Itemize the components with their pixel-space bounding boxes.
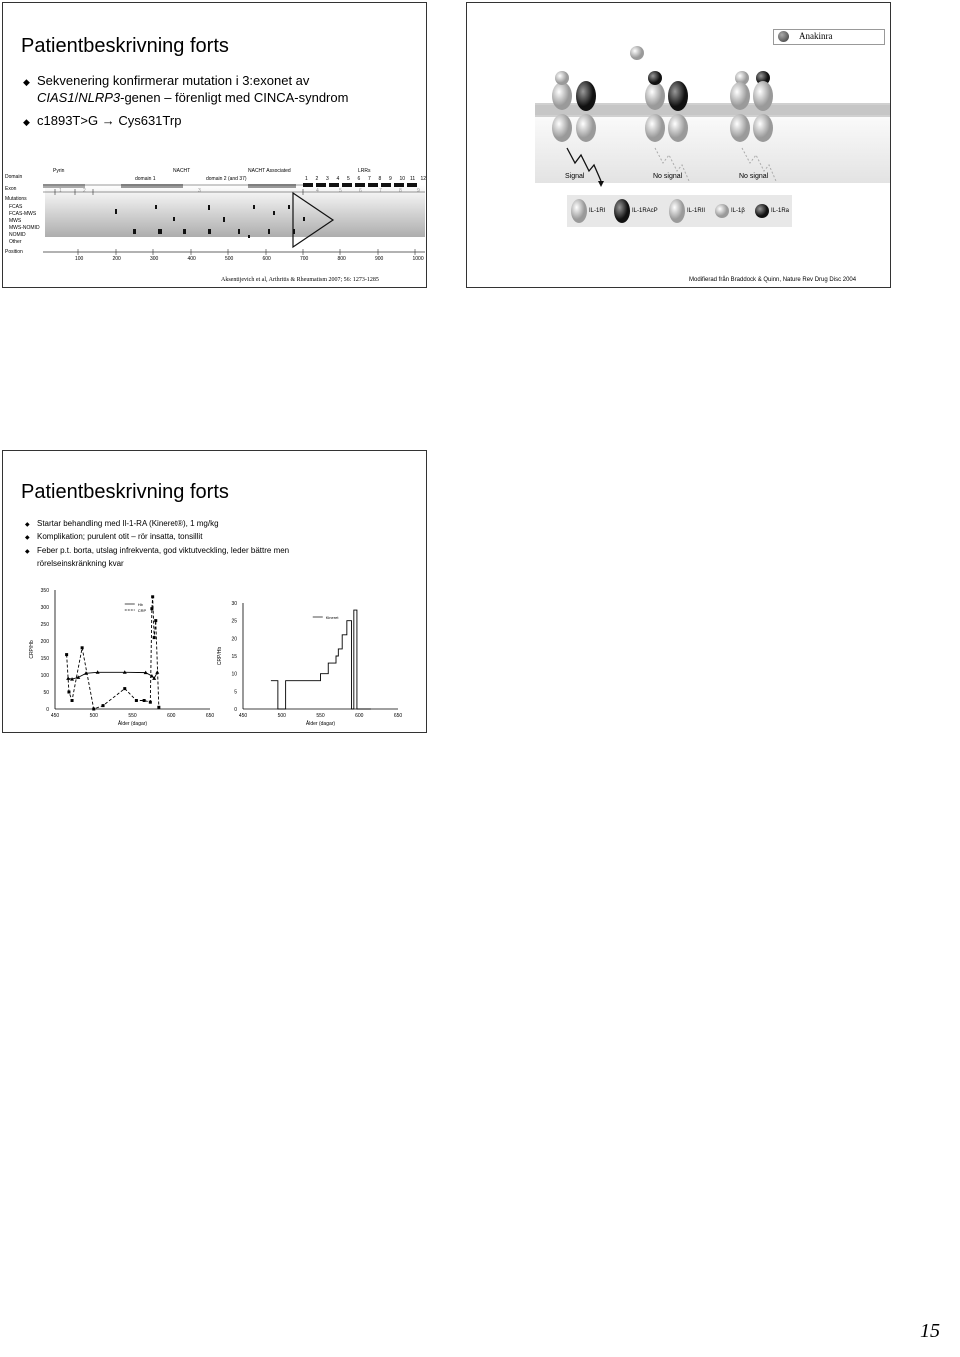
mutation-row-label: MWS xyxy=(9,218,22,224)
x-tick-label: 650 xyxy=(393,713,403,719)
y-tick-label: 5 xyxy=(234,689,237,696)
data-point-crp xyxy=(143,699,146,702)
position-number: 600 xyxy=(262,256,271,262)
data-point-crp xyxy=(102,704,105,707)
y-tick-label: 10 xyxy=(231,671,237,678)
y-tick-label: 15 xyxy=(231,654,237,660)
position-number: 500 xyxy=(225,256,234,262)
mutation-row-label: FCAS-MWS xyxy=(9,211,37,217)
lrr-number: 2 xyxy=(315,176,319,182)
molecule-label: IL-1RAcP xyxy=(632,208,658,214)
mutation-row-label: Other xyxy=(9,239,22,245)
mutation-row-label: NOMID xyxy=(9,232,26,238)
data-point-crp xyxy=(154,619,157,622)
receptor-diagram xyxy=(467,3,890,287)
signal-label: Signal xyxy=(565,173,585,180)
y-tick-label: 100 xyxy=(40,673,49,679)
position-number: 700 xyxy=(300,256,309,262)
position-number: 100 xyxy=(75,256,84,262)
diamond-bullet-icon: ◆ xyxy=(25,535,30,541)
y-tick-label: 25 xyxy=(231,618,237,625)
y-tick-label: 350 xyxy=(40,588,49,594)
molecule-label: IL-1Ra xyxy=(771,208,790,214)
arrow-right-icon: → xyxy=(101,113,115,128)
lrr-number: 11 xyxy=(410,176,416,182)
lrr-number: 5 xyxy=(347,176,350,182)
series-line-hb xyxy=(68,672,157,679)
chart-legend xyxy=(313,615,340,620)
y-tick-label: 20 xyxy=(231,636,237,643)
mutation-row-label: MWS-NOMID xyxy=(9,225,40,231)
position-number: 900 xyxy=(375,256,384,262)
chart-crp-hb xyxy=(18,579,218,729)
slide-1-citation: Aksentijevich et al, Arthritis & Rheumatism 2007; 56: 1273-1285 xyxy=(221,277,379,283)
diamond-bullet-icon: ◆ xyxy=(23,117,30,127)
series-line-kineret xyxy=(271,610,371,709)
slide-2-citation: Modifierad från Braddock & Quinn, Nature Rev Drug Disc 2004 xyxy=(689,277,857,283)
data-point-crp xyxy=(150,607,153,610)
slide-1-title: Patientbeskrivning forts xyxy=(21,35,229,57)
x-tick-label: 550 xyxy=(316,713,325,719)
data-point-crp xyxy=(81,646,84,649)
slide-3-bullet-1: ◆ Startar behandling med Il-1-RA (Kineret®), 1 mg/kg xyxy=(25,518,219,531)
slide-3-title: Patientbeskrivning forts xyxy=(21,481,229,503)
lrr-number: 12 xyxy=(420,176,427,182)
x-tick-label: 650 xyxy=(205,713,215,719)
x-tick-label: 600 xyxy=(355,713,364,719)
mutation-row-label: FCAS xyxy=(9,204,23,210)
position-number: 1000 xyxy=(412,256,424,262)
y-tick-label: 300 xyxy=(40,605,49,611)
x-tick-label: 500 xyxy=(277,713,286,719)
y-tick-label: 150 xyxy=(40,656,49,662)
chart-kineret xyxy=(213,597,413,733)
y-tick-label: 200 xyxy=(40,639,49,645)
lrr-number: 7 xyxy=(368,176,371,182)
data-point-crp xyxy=(65,653,68,656)
x-tick-label: 500 xyxy=(89,713,98,719)
lrr-number: 6 xyxy=(357,176,361,182)
molecule-label: IL-1RII xyxy=(687,208,706,214)
x-tick-label: 600 xyxy=(167,713,176,719)
lrr-number: 4 xyxy=(336,176,340,182)
diamond-bullet-icon: ◆ xyxy=(25,549,30,555)
position-number: 200 xyxy=(112,256,121,262)
data-point-crp xyxy=(92,708,95,711)
diamond-bullet-icon: ◆ xyxy=(25,522,30,528)
data-point-crp xyxy=(157,706,160,709)
y-tick-label: 0 xyxy=(46,707,49,713)
lrr-number: 10 xyxy=(399,176,406,182)
y-axis-label: CRP/Hb xyxy=(217,646,223,666)
position-number: 300 xyxy=(150,256,159,262)
position-number: 400 xyxy=(187,256,196,262)
lrr-number: 1 xyxy=(305,176,308,182)
molecule-label: IL-1β xyxy=(731,208,745,214)
data-point-crp xyxy=(67,691,70,694)
lrr-number: 3 xyxy=(326,176,329,182)
slide-3 xyxy=(2,450,427,733)
legend-label: Hb xyxy=(137,602,143,607)
data-point-crp xyxy=(71,699,74,702)
y-tick-label: 0 xyxy=(234,707,237,713)
data-point-crp xyxy=(135,699,138,702)
chart-legend xyxy=(125,602,147,613)
data-point-crp xyxy=(153,636,156,639)
lrr-number: 8 xyxy=(378,176,382,182)
position-number: 800 xyxy=(337,256,346,262)
y-tick-label: 50 xyxy=(43,690,49,696)
slide-2 xyxy=(466,2,891,288)
y-tick-label: 250 xyxy=(40,622,49,628)
mutation-diagram xyxy=(3,165,426,270)
legend: Anakinra xyxy=(773,29,885,45)
legend-label: Kineret xyxy=(325,615,339,620)
y-axis-label: CRP/Hb xyxy=(29,640,35,659)
diamond-bullet-icon: ◆ xyxy=(23,77,30,87)
mutation-figure: Domain Pyrin NACHT NACHT Associated LRRs domain 1 domain 2 (and 37) Exon Mutations Position FCAS FCAS-MWS MWS MWS-NOMID NOMID Other 1 2 3 4 5 6 7 8 9 10 11 12 100 200 300 400 500 600 700 800 900 1000 xyxy=(3,165,426,270)
x-tick-label: 450 xyxy=(238,713,248,719)
lrr-number: 9 xyxy=(389,176,392,182)
y-tick-label: 30 xyxy=(231,601,237,607)
legend-label: CRP xyxy=(137,608,147,613)
slide-1 xyxy=(2,2,427,288)
molecule-label: IL-1RI xyxy=(589,208,606,214)
slide-1-bullet-2: ◆ c1893T>G → Cys631Trp xyxy=(23,113,182,128)
x-axis-label: Ålder (dagar) xyxy=(305,721,336,727)
slide-1-bullet-1: ◆ Sekvenering konfirmerar mutation i 3:exonet av CIAS1/NLRP3-genen – förenligt med CINCA-syndrom xyxy=(23,73,349,105)
data-point-crp xyxy=(149,701,152,704)
signal-label: No signal xyxy=(739,173,769,180)
x-tick-label: 450 xyxy=(50,713,60,719)
x-tick-label: 550 xyxy=(128,713,137,719)
signal-label: No signal xyxy=(653,173,683,180)
x-axis-label: Ålder (dagar) xyxy=(117,721,148,727)
slide-3-bullet-2: ◆ Komplikation; purulent otit – rör insatta, tonsillit xyxy=(25,531,202,544)
data-point-crp xyxy=(151,595,154,598)
page-number: 15 xyxy=(920,1320,940,1342)
data-point-crp xyxy=(123,687,126,690)
series-line-crp xyxy=(67,597,159,709)
slide-3-bullet-3: ◆ Feber p.t. borta, utslag infrekventa, god viktutveckling, leder bättre men rörelseinskränkning kvar xyxy=(25,546,290,568)
